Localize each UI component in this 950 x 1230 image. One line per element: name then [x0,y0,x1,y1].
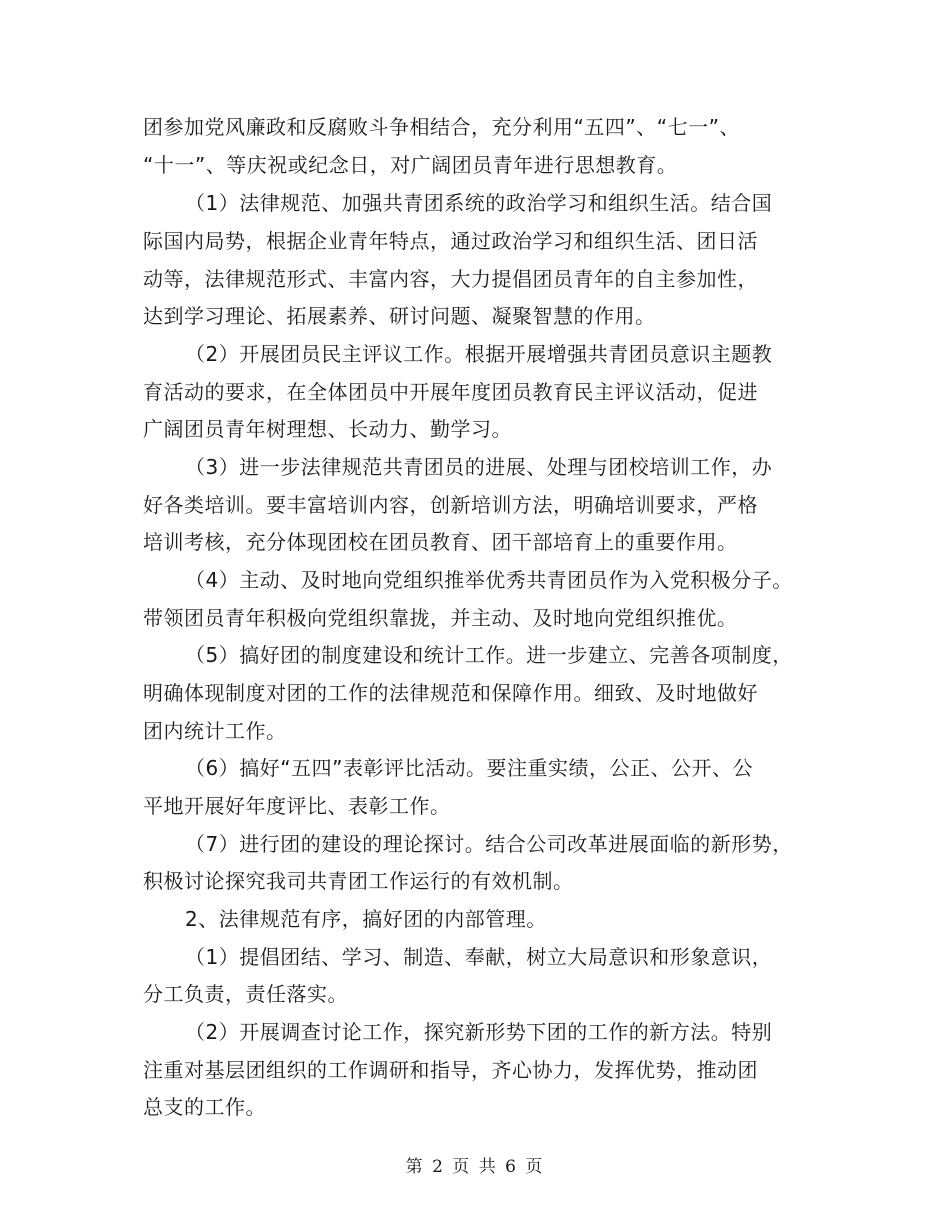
text-line: （4）主动、及时地向党组织推举优秀共青团员作为入党积极分子。 [185,568,793,592]
text-line: 2、法律规范有序，搞好团的内部管理。 [185,907,547,931]
text-line: （5）搞好团的制度建设和统计工作。进一步建立、完善各项制度， [185,643,793,667]
text-line: 明确体现制度对团的工作的法律规范和保障作用。细致、及时地做好 [143,681,758,705]
text-line: 分工负责，责任落实。 [143,982,348,1006]
text-line: （6）搞好“五四”表彰评比活动。要注重实绩，公正、公开、公 [185,756,753,780]
page-number-footer: 第 2 页 共 6 页 [405,1157,545,1177]
text-line: “十一”、等庆祝或纪念日，对广阔团员青年进行思想教育。 [143,153,678,177]
text-line: 际国内局势，根据企业青年特点，通过政治学习和组织生活、团日活 [143,229,758,253]
text-line: （2）开展团员民主评议工作。根据开展增强共青团员意识主题教 [185,342,773,366]
text-line: 广阔团员青年树理想、长动力、勤学习。 [143,417,512,441]
text-line: 带领团员青年积极向党组织靠拢，并主动、及时地向党组织推优。 [143,606,738,630]
text-line: 培训考核，充分体现团校在团员教育、团干部培育上的重要作用。 [143,530,738,554]
text-line: （1）提倡团结、学习、制造、奉献，树立大局意识和形象意识， [185,945,773,969]
text-line: （1）法律规范、加强共青团系统的政治学习和组织生活。结合国 [185,191,773,215]
text-line: 总支的工作。 [143,1095,266,1119]
text-line: （2）开展调查讨论工作，探究新形势下团的工作的新方法。特别 [185,1020,773,1044]
text-line: 注重对基层团组织的工作调研和指导，齐心协力，发挥优势，推动团 [143,1058,758,1082]
text-line: 达到学习理论、拓展素养、研讨问题、凝聚智慧的作用。 [143,304,656,328]
text-line: 团参加党风廉政和反腐败斗争相结合，充分利用“五四”、“七一”、 [143,115,740,139]
text-line: （3）进一步法律规范共青团员的进展、处理与团校培训工作，办 [185,455,773,479]
text-line: 团内统计工作。 [143,719,287,743]
text-line: 育活动的要求，在全体团员中开展年度团员教育民主评议活动，促进 [143,380,758,404]
text-line: 积极讨论探究我司共青团工作运行的有效机制。 [143,869,574,893]
text-line: 动等，法律规范形式、丰富内容，大力提倡团员青年的自主参加性， [143,267,758,291]
text-line: （7）进行团的建设的理论探讨。结合公司改革进展面临的新形势， [185,832,793,856]
text-line: 好各类培训。要丰富培训内容，创新培训方法，明确培训要求，严格 [143,493,758,517]
text-line: 平地开展好年度评比、表彰工作。 [143,794,451,818]
